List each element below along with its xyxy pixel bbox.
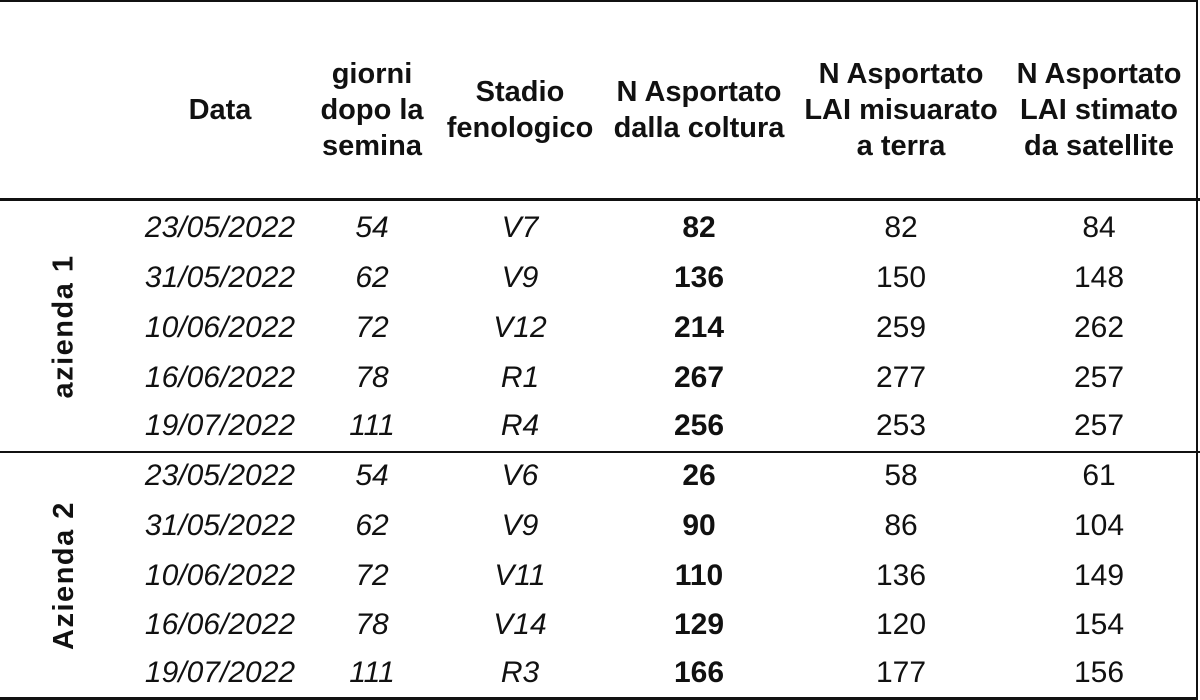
cell-n-crop: 267	[673, 361, 725, 394]
header-phenological-stage: Stadio fenologico	[446, 76, 594, 144]
cell-n-lai-satellite: 156	[1073, 656, 1125, 689]
table-row	[0, 203, 1200, 253]
table-row	[0, 401, 1200, 451]
cell-n-crop: 110	[674, 559, 724, 592]
cell-n-crop: 214	[673, 311, 725, 344]
cell-n-lai-satellite: 262	[1073, 311, 1125, 344]
cell-days: 54	[355, 459, 389, 492]
cell-date: 31/05/2022	[144, 509, 296, 542]
header-n-crop: N Asportato dalla coltura	[613, 76, 785, 144]
cell-stage: V11	[494, 559, 546, 592]
cell-n-lai-ground: 253	[875, 409, 927, 442]
cell-days: 111	[349, 409, 395, 442]
cell-n-lai-ground: 58	[884, 459, 918, 492]
cell-date: 10/06/2022	[144, 559, 296, 592]
cell-stage: V7	[501, 211, 539, 244]
cell-n-crop: 82	[682, 211, 716, 244]
cell-days: 78	[355, 608, 389, 641]
cell-days: 62	[355, 509, 389, 542]
cell-date: 10/06/2022	[144, 311, 296, 344]
cell-n-lai-ground: 120	[875, 608, 927, 641]
cell-date: 19/07/2022	[144, 409, 296, 442]
table-row	[0, 253, 1200, 303]
cell-n-lai-satellite: 154	[1073, 608, 1125, 641]
table-row	[0, 551, 1200, 601]
header-n-lai-satellite: N Asportato LAI stimato da satellite	[1016, 58, 1182, 162]
cell-days: 62	[355, 261, 389, 294]
cell-n-crop: 90	[682, 509, 716, 542]
header-n-lai-ground: N Asportato LAI misuarato a terra	[804, 58, 998, 162]
cell-n-crop: 136	[673, 261, 725, 294]
table-row	[0, 600, 1200, 650]
table-row	[0, 451, 1200, 501]
cell-date: 19/07/2022	[144, 656, 296, 689]
cell-n-lai-satellite: 61	[1082, 459, 1116, 492]
cell-n-lai-ground: 150	[875, 261, 927, 294]
cell-n-lai-ground: 259	[875, 311, 927, 344]
header-days-after-sowing: giorni dopo la semina	[320, 58, 424, 162]
cell-days: 54	[355, 211, 389, 244]
cell-n-lai-ground: 136	[875, 559, 927, 592]
cell-days: 72	[355, 559, 389, 592]
cell-stage: R4	[500, 409, 540, 442]
cell-stage: V9	[501, 261, 539, 294]
cell-date: 31/05/2022	[144, 261, 296, 294]
cell-n-crop: 166	[673, 656, 725, 689]
cell-stage: V6	[501, 459, 539, 492]
cell-n-lai-satellite: 257	[1073, 361, 1125, 394]
table-row	[0, 353, 1200, 403]
cell-stage: V9	[501, 509, 539, 542]
cell-n-lai-satellite: 104	[1073, 509, 1125, 542]
cell-date: 16/06/2022	[144, 608, 296, 641]
cell-days: 78	[355, 361, 389, 394]
cell-n-lai-satellite: 84	[1082, 211, 1116, 244]
cell-n-lai-satellite: 148	[1073, 261, 1125, 294]
group-label-2-text: Azienda 2	[47, 501, 80, 650]
table-row	[0, 303, 1200, 353]
cell-date: 16/06/2022	[144, 361, 296, 394]
cell-stage: R1	[500, 361, 540, 394]
header-date: Data	[188, 94, 252, 126]
cell-stage: R3	[500, 656, 540, 689]
table-row	[0, 648, 1200, 698]
cell-n-crop: 256	[673, 409, 725, 442]
cell-days: 72	[355, 311, 389, 344]
cell-n-lai-satellite: 257	[1073, 409, 1125, 442]
table-row	[0, 501, 1200, 551]
cell-stage: V12	[493, 311, 547, 344]
cell-n-lai-ground: 177	[875, 656, 927, 689]
cell-n-lai-ground: 86	[884, 509, 918, 542]
cell-n-lai-ground: 82	[884, 211, 918, 244]
cell-n-lai-satellite: 149	[1073, 559, 1125, 592]
cell-days: 111	[349, 656, 395, 689]
cell-n-lai-ground: 277	[875, 361, 927, 394]
group-label-1-text: azienda 1	[47, 253, 80, 399]
cell-date: 23/05/2022	[144, 211, 296, 244]
cell-stage: V14	[493, 608, 547, 641]
cell-date: 23/05/2022	[144, 459, 296, 492]
header-divider	[0, 198, 1200, 201]
cell-n-crop: 129	[673, 608, 725, 641]
cell-n-crop: 26	[682, 459, 716, 492]
